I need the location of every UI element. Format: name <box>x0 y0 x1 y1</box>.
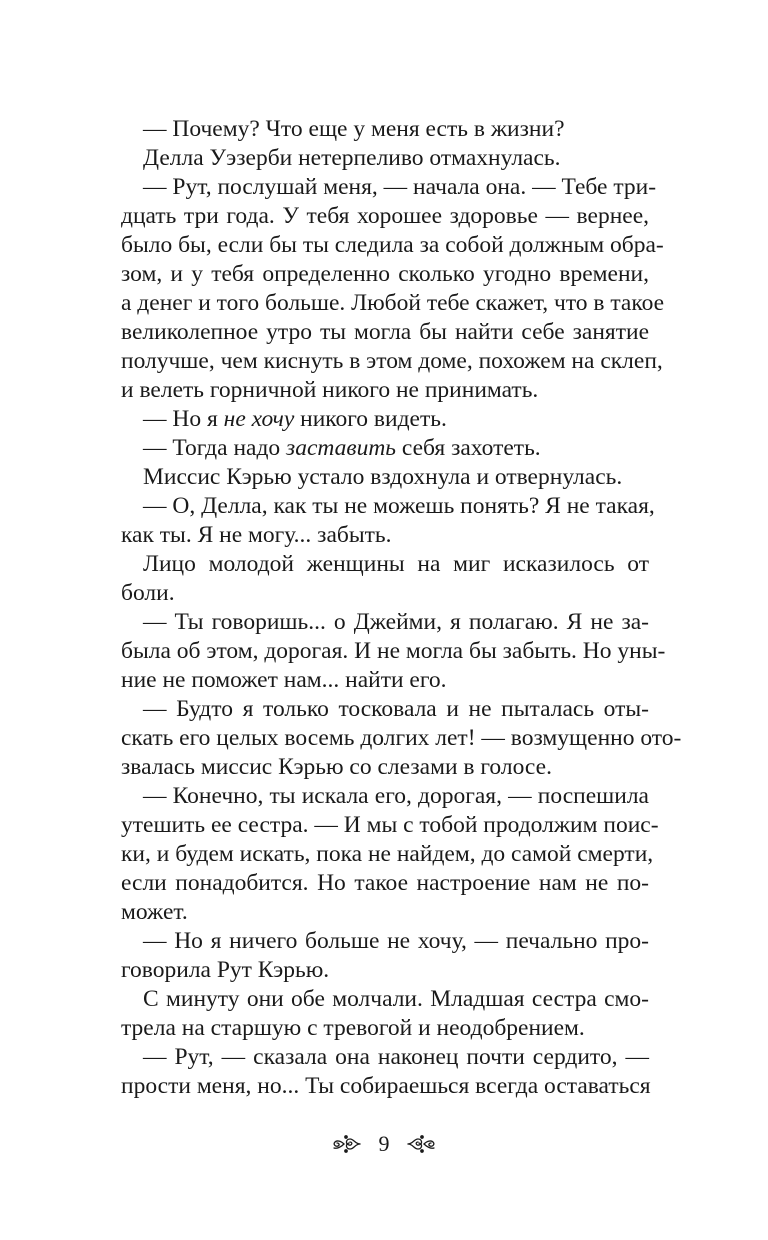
scroll-ornament-icon <box>404 1132 438 1156</box>
text-line: получше, чем киснуть в этом доме, похожем на склеп, <box>121 348 663 374</box>
text-line: — Будто я только тосковала и не пыталась оты- <box>143 696 649 722</box>
text-fragment: себя захотеть. <box>396 435 541 461</box>
text-line: прости меня, но... Ты собираешься всегда оставаться <box>121 1073 651 1099</box>
text-fragment: никого видеть. <box>294 406 447 432</box>
text-line: было бы, если бы ты следила за собой должным обра- <box>121 232 664 258</box>
text-line: боли. <box>121 580 175 606</box>
text-line: зом, и у тебя определенно сколько угодно времени, <box>121 261 649 287</box>
text-line: как ты. Я не могу... забыть. <box>121 522 392 548</box>
text-fragment: — Но я <box>143 406 224 432</box>
text-line: дцать три года. У тебя хорошее здоровье — вернее, <box>121 203 649 229</box>
text-line: — Почему? Что еще у меня есть в жизни? <box>143 116 565 142</box>
scroll-ornament-icon <box>330 1132 364 1156</box>
text-line: Делла Уэзерби нетерпеливо отмахнулась. <box>143 145 561 171</box>
text-line: — Ты говоришь... о Джейми, я полагаю. Я не за- <box>143 609 649 635</box>
text-line: великолепное утро ты могла бы найти себе занятие <box>121 319 649 345</box>
text-line: может. <box>121 899 188 925</box>
text-line: ние не поможет нам... найти его. <box>121 667 447 693</box>
text-line: говорила Рут Кэрью. <box>121 957 330 983</box>
italic-fragment: не хочу <box>223 406 295 432</box>
page-number: 9 <box>378 1131 390 1156</box>
text-fragment: — Тогда надо <box>143 435 287 461</box>
text-line: — Рут, послушай меня, — начала она. — Тебе три- <box>143 174 657 200</box>
text-line: С минуту они обе молчали. Младшая сестра смо- <box>143 986 649 1012</box>
text-line: и велеть горничной никого не принимать. <box>121 377 539 403</box>
text-line: звалась миссис Кэрью со слезами в голосе. <box>121 754 552 780</box>
italic-fragment: заставить <box>286 435 397 461</box>
text-line: утешить ее сестра. — И мы с тобой продолжим поис- <box>121 812 659 838</box>
text-line: трела на старшую с тревогой и неодобрением. <box>121 1015 585 1041</box>
text-line: ки, и будем искать, пока не найдем, до самой смерти, <box>121 841 654 867</box>
text-line: Лицо молодой женщины на миг исказилось от <box>143 551 649 577</box>
text-line: а денег и того больше. Любой тебе скажет, что в такое <box>121 290 665 316</box>
text-line: — Рут, — сказала она наконец почти сердито, — <box>143 1044 649 1070</box>
text-line: была об этом, дорогая. И не могла бы забыть. Но уны- <box>121 638 666 664</box>
text-line: Миссис Кэрью устало вздохнула и отвернулась. <box>143 464 623 490</box>
page-footer <box>0 1126 768 1162</box>
text-line: — О, Делла, как ты не можешь понять? Я не такая, <box>143 493 655 519</box>
text-line: — Конечно, ты искала его, дорогая, — поспешила <box>143 783 649 809</box>
text-line: если понадобится. Но такое настроение нам не по- <box>121 870 649 896</box>
text-line: — Но я ничего больше не хочу, — печально про- <box>143 928 649 954</box>
text-line: скать его целых восемь долгих лет! — возмущенно ото- <box>121 725 682 751</box>
